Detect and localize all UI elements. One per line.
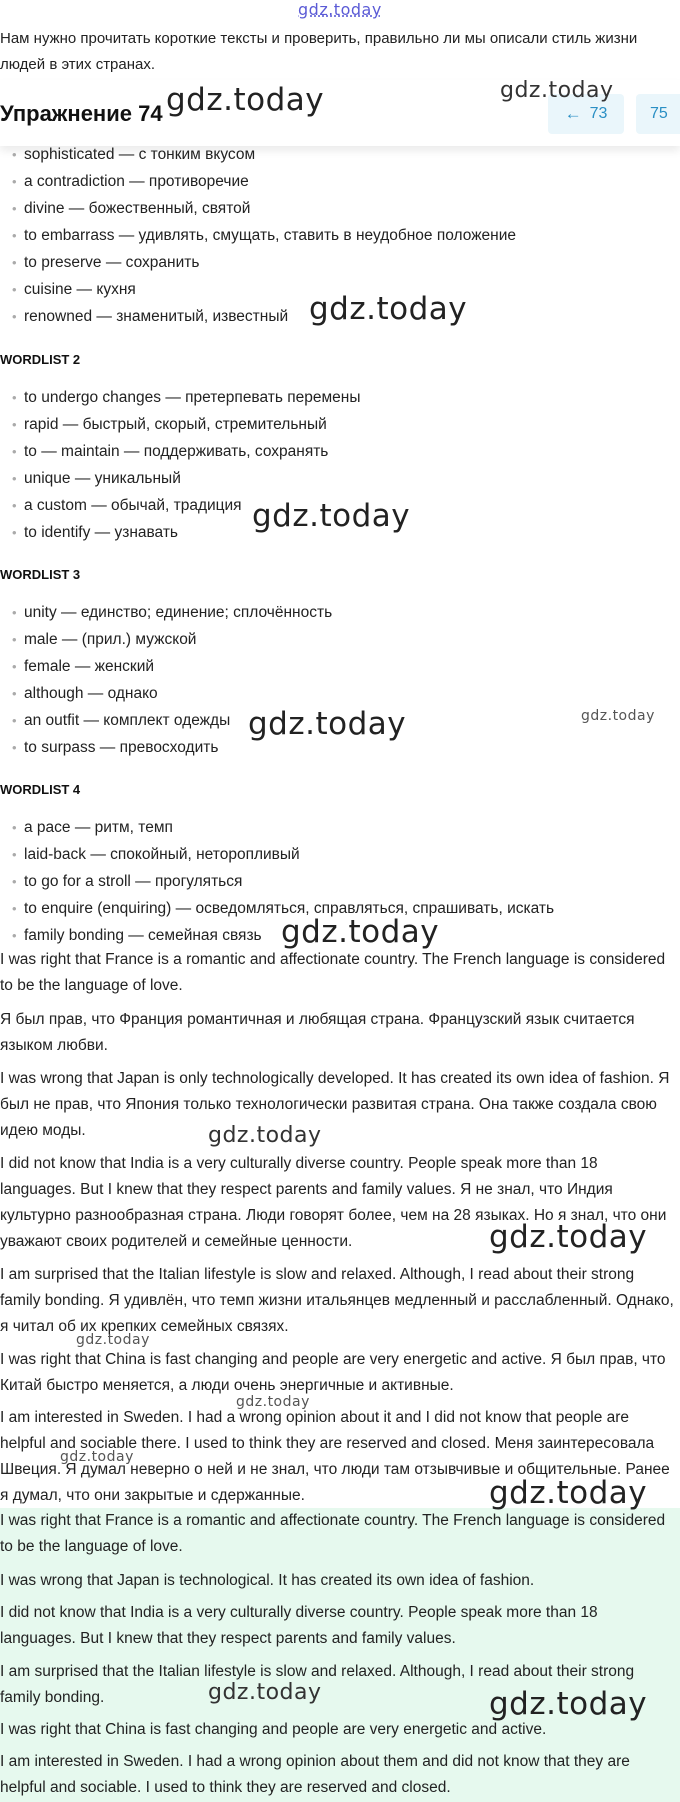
- list-item: • to surpass — превосходить: [0, 734, 620, 761]
- answer-box-paragraph: I am surprised that the Italian lifestyle is slow and relaxed. Although, I read about their strong family bonding.: [0, 1663, 635, 1706]
- watermark: gdz.today: [236, 1394, 310, 1410]
- next-exercise-button[interactable]: [636, 94, 680, 134]
- list-item: • unity — единство; единение; сплочённость: [0, 599, 620, 626]
- watermark: gdz.today: [309, 291, 468, 327]
- list-item: • sophisticated — с тонким вкусом: [0, 141, 620, 168]
- watermark: gdz.today: [489, 1475, 648, 1511]
- list-item: • an outfit — комплект одежды: [0, 707, 620, 734]
- list-item: • to undergo changes — претерпевать перемены: [0, 384, 620, 411]
- answer-box-paragraph: I was right that China is fast changing and people are very energetic and active.: [0, 1721, 547, 1738]
- answer-box-paragraph: I did not know that India is a very culturally diverse country. People speak more than 18 languages. But I knew that they respect parents and family values.: [0, 1604, 598, 1647]
- answer-box-paragraph: I am interested in Sweden. I had a wrong opinion about them and did not know that they are helpful and sociable. I used to think they are reserved and closed.: [0, 1753, 630, 1796]
- watermark: gdz.today: [252, 498, 411, 534]
- wordlist-heading: WORDLIST 3: [0, 567, 81, 582]
- list-item: • laid-back — спокойный, неторопливый: [0, 841, 620, 868]
- intro-text: Нам нужно прочитать короткие тексты и проверить, правильно ли мы описали стиль жизни людей в этих странах.: [0, 30, 638, 73]
- list-item: • a pace — ритм, темп: [0, 814, 620, 841]
- answer-paragraph: Я был прав, что Франция романтичная и любящая страна. Французский язык считается языком любви.: [0, 1011, 635, 1054]
- watermark: gdz.today: [281, 914, 440, 950]
- answer-paragraph: I was wrong that Japan is only technologically developed. It has created its own idea of fashion. Я был не прав, что Япония только технологически развитая страна. Она также создала свою идею моды.: [0, 1070, 670, 1139]
- watermark: gdz.today: [248, 706, 407, 742]
- answer-paragraph: I am interested in Sweden. I had a wrong opinion about it and I did not know that people are helpful and sociable there. I used to think they are reserved and closed. Меня заинтересовала Швеция. Я думал неверно о ней и не знал, что люди там отзывчивые и общительные. Ранее я думал, что они закрытые и сдержанные.: [0, 1409, 670, 1504]
- list-item: • divine — божественный, святой: [0, 195, 620, 222]
- watermark: gdz.today: [208, 1123, 322, 1148]
- answer-paragraph: I was right that France is a romantic and affectionate country. The French language is considered to be the language of love.: [0, 951, 666, 994]
- answer-paragraph: I was right that China is fast changing and people are very energetic and active. Я был прав, что Китай быстро меняется, а люди очень энергичные и активные.: [0, 1351, 666, 1394]
- watermark: gdz.today: [489, 1219, 648, 1255]
- watermark: gdz.today: [76, 1332, 150, 1348]
- list-item: • to embarrass — удивлять, смущать, ставить в неудобное положение: [0, 222, 620, 249]
- watermark-top: gdz.today: [298, 0, 382, 19]
- wordlist-heading: WORDLIST 4: [0, 782, 81, 797]
- page-title: Упражнение 74: [0, 101, 163, 126]
- answer-paragraph: I did not know that India is a very culturally diverse country. People speak more than 18 languages. But I knew that they respect parents and family values. Я не знал, что Индия культурно разнообразная страна. Люди говорят более, чем на 28 языках. Но я знал, что они уважают своих родителей и семейные ценности.: [0, 1155, 667, 1250]
- list-item: • a contradiction — противоречие: [0, 168, 620, 195]
- wordlist-heading: WORDLIST 2: [0, 352, 81, 367]
- list-item: • to identify — узнавать: [0, 519, 620, 546]
- list-item: • family bonding — семейная связь: [0, 922, 620, 949]
- list-item: • although — однако: [0, 680, 620, 707]
- list-item: • to preserve — сохранить: [0, 249, 620, 276]
- watermark: gdz.today: [208, 1680, 322, 1705]
- watermark: gdz.today: [500, 78, 614, 103]
- answer-box-paragraph: I was right that France is a romantic and affectionate country. The French language is considered to be the language of love.: [0, 1512, 666, 1555]
- list-item: • a custom — обычай, традиция: [0, 492, 620, 519]
- list-item: • to go for a stroll — прогуляться: [0, 868, 620, 895]
- watermark: gdz.today: [581, 708, 655, 724]
- list-item: • female — женский: [0, 653, 620, 680]
- list-item: • to enquire (enquiring) — осведомляться, справляться, спрашивать, искать: [0, 895, 620, 922]
- list-item: • cuisine — кухня: [0, 276, 620, 303]
- prev-exercise-label: 73: [589, 105, 608, 122]
- list-item: • male — (прил.) мужской: [0, 626, 620, 653]
- next-exercise-label: 75: [650, 105, 668, 122]
- list-item: • rapid — быстрый, скорый, стремительный: [0, 411, 620, 438]
- list-item: • renowned — знаменитый, известный: [0, 303, 620, 330]
- watermark: gdz.today: [489, 1686, 648, 1722]
- watermark: gdz.today: [60, 1449, 134, 1465]
- answer-box-paragraph: I was wrong that Japan is technological. It has created its own idea of fashion.: [0, 1572, 535, 1589]
- watermark: gdz.today: [166, 82, 325, 118]
- answer-paragraph: I am surprised that the Italian lifestyle is slow and relaxed. Although, I read about their strong family bonding. Я удивлён, что темп жизни итальянцев медленный и расслабленный. Однако, я читал об их крепких семейных связях.: [0, 1266, 674, 1335]
- arrow-left-icon: ←: [564, 104, 582, 123]
- list-item: • unique — уникальный: [0, 465, 620, 492]
- list-item: • to — maintain — поддерживать, сохранять: [0, 438, 620, 465]
